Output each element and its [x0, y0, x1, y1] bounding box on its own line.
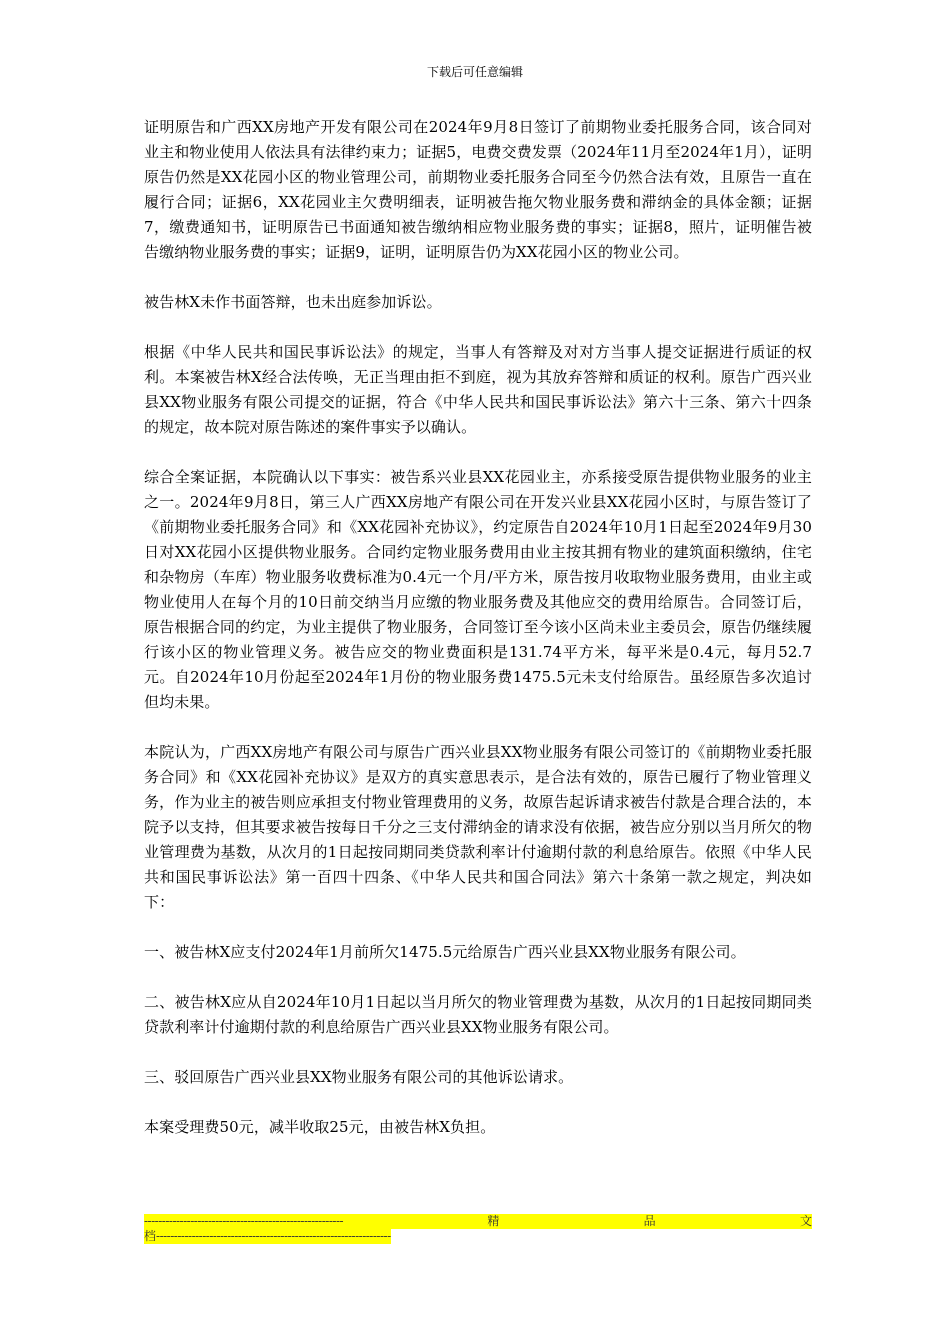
page-header-note: 下载后可任意编辑: [426, 65, 523, 79]
paragraph-legal-basis: 根据《中华人民共和国民事诉讼法》的规定，当事人有答辩及对对方当事人提交证据进行质证的权利。本案被告林X经合法传唤，无正当理由拒不到庭，视为其放弃答辩和质证的权利。原告广西兴业县XX物业服务有限公司提交的证据，符合《中华人民共和国民事诉讼法》第六十三条、第六十四条的规定，故本院对原告陈述的案件事实予以确认。: [144, 343, 812, 436]
footer-char-dang: 档: [144, 1229, 157, 1243]
footer-dashes-left: --------------------------------------------------------: [144, 1214, 344, 1228]
footer-char-pin: 品: [643, 1214, 656, 1228]
footer-char-wen: 文: [799, 1214, 812, 1228]
paragraph-facts: 综合全案证据，本院确认以下事实：被告系兴业县XX花园业主，亦系接受原告提供物业服务的业主之一。2024年9月8日，第三人广西XX房地产有限公司在开发兴业县XX花园小区时，与原告签订了《前期物业委托服务合同》和《XX花园补充协议》，约定原告自2024年10月1日起至2024年9月30日对XX花园小区提供物业服务。合同约定物业服务费用由业主按其拥有物业的建筑面积缴纳，住宅和杂物房（车库）物业服务收费标准为0.4元一个月/平方米，原告按月收取物业服务费用，由业主或物业使用人在每个月的10日前交纳当月应缴的物业服务费及其他应交的费用给原告。合同签订后，原告根据合同的约定，为业主提供了物业服务，合同签订至今该小区尚未业主委员会，原告仍继续履行该小区的物业管理义务。被告应交的物业费面积是131.74平方米，每平米是0.4元，每月52.7元。自2024年10月份起至2024年1月份的物业服务费1475.5元未支付给原告。虽经原告多次追讨但均未果。: [144, 468, 812, 711]
court-fee-note: 本案受理费50元，减半收取25元，由被告林X负担。: [144, 1118, 496, 1136]
judgment-item-2: 二、被告林X应从自2024年10月1日起以当月所欠的物业管理费为基数，从次月的1日起按同期同类贷款利率计付逾期付款的利息给原告广西兴业县XX物业服务有限公司。: [144, 993, 812, 1036]
footer-dashes-right: ------------------------------------------------------------------: [156, 1229, 391, 1243]
paragraph-defendant-absent: 被告林X未作书面答辩，也未出庭参加诉讼。: [144, 293, 442, 311]
paragraph-evidence: 证明原告和广西XX房地产开发有限公司在2024年9月8日签订了前期物业委托服务合同，该合同对业主和物业使用人依法具有法律约束力；证据5，电费交费发票（2024年11月至2024年1月），证明原告仍然是XX花园小区的物业管理公司，前期物业委托服务合同至今仍然合法有效，且原告一直在履行合同；证据6，XX花园业主欠费明细表，证明被告拖欠物业服务费和滞纳金的具体金额；证据7，缴费通知书，证明原告已书面通知被告缴纳相应物业服务费的事实；证据8，照片，证明催告被告缴纳物业服务费的事实；证据9，证明，证明原告仍为XX花园小区的物业公司。: [144, 118, 812, 261]
footer-row-1: [144, 1214, 812, 1229]
judgment-item-1: 一、被告林X应支付2024年1月前所欠1475.5元给原告广西兴业县XX物业服务有限公司。: [144, 943, 746, 961]
document-body: [144, 115, 812, 1140]
paragraph-court-opinion: 本院认为，广西XX房地产有限公司与原告广西兴业县XX物业服务有限公司签订的《前期物业委托服务合同》和《XX花园补充协议》是双方的真实意思表示，是合法有效的，原告已履行了物业管理义务，作为业主的被告则应承担支付物业管理费用的义务，故原告起诉请求被告付款是合理合法的，本院予以支持，但其要求被告按每日千分之三支付滞纳金的请求没有依据，被告应分别以当月所欠的物业管理费为基数，从次月的1日起按同期同类贷款利率计付逾期付款的利息给原告。依照《中华人民共和国民事诉讼法》第一百四十四条、《中华人民共和国合同法》第六十条第一款之规定，判决如下：: [144, 743, 812, 911]
footer-row-2: [144, 1229, 391, 1244]
footer-banner: [144, 1214, 812, 1248]
judgment-item-3: 三、驳回原告广西兴业县XX物业服务有限公司的其他诉讼请求。: [144, 1068, 574, 1086]
footer-char-jing: 精: [487, 1214, 500, 1228]
